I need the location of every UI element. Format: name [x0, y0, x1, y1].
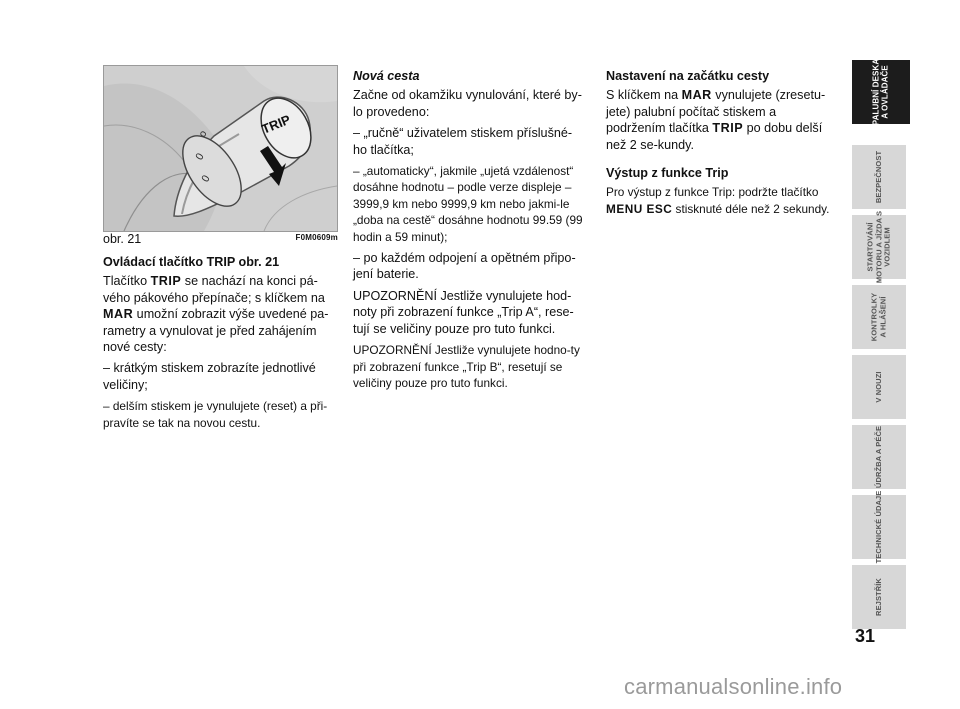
tab-label: TECHNICKÉ ÚDAJE	[873, 490, 883, 564]
tab-label: BEZPEČNOST	[873, 150, 883, 204]
tab-label: ÚDRŽBA A PÉČE	[873, 425, 883, 489]
figure-caption	[103, 232, 338, 248]
heading-trip-button: Ovládací tlačítko TRIP obr. 21	[103, 255, 280, 269]
trip-keyword: TRIP	[150, 274, 182, 289]
paragraph-auto-reset: – „automaticky“, jakmile „ujetá vzdálenost“ dosáhne hodnotu – podle verze displeje – 3999,9 km nebo 9999,9 km nebo jakmi-le „doba na cestě“ dosáhne hodnotu 99.59 (99 hodin a 59 minut);	[353, 164, 583, 244]
text-span: S klíčkem na	[606, 88, 682, 103]
paragraph-reset-computer	[606, 87, 832, 153]
text-span: umožní zobrazit výše uvedené pa-rametry a vynulovat je před zahájením nové cesty:	[103, 307, 329, 355]
tab-v-nouzi[interactable]	[852, 355, 906, 419]
mar-keyword: MAR	[103, 307, 134, 322]
heading-new-trip: Nová cesta	[353, 69, 420, 83]
paragraph-reset-start: Začne od okamžiku vynulování, které by-lo provedeno:	[353, 88, 582, 119]
tab-udrzba[interactable]	[852, 425, 906, 489]
watermark: carmanualsonline.info	[624, 674, 843, 699]
tab-label: REJSTŘÍK	[873, 578, 883, 616]
paragraph-trip-location	[103, 273, 336, 355]
text-span: se nachází na konci pá-vého pákového přepínače; s klíčkem na	[103, 274, 325, 305]
tab-kontrolky[interactable]	[852, 285, 906, 349]
tab-label: STARTOVÁNÍ MOTORU A JÍZDA S VOZIDLEM	[865, 210, 892, 284]
figure-trip-stalk	[103, 65, 338, 232]
svg-text:0: 0	[200, 173, 213, 185]
page-number: 31	[855, 626, 876, 646]
column-3	[606, 68, 832, 222]
menu-esc-keyword: MENU ESC	[606, 201, 673, 216]
tab-label: KONTROLKY A HLÁŠENÍ	[869, 292, 887, 342]
tab-palubni-deska[interactable]	[852, 60, 910, 124]
text-span: po dobu delší než 2 se-kundy.	[606, 121, 823, 152]
tab-rejstrik[interactable]	[852, 565, 906, 629]
text-span: stisknuté déle než 2 sekundy.	[672, 201, 830, 216]
trip-stalk-illustration	[104, 66, 337, 231]
trip-keyword: TRIP	[712, 121, 744, 136]
paragraph-warning-trip-b: UPOZORNĚNÍ Jestliže vynulujete hodno-ty při zobrazení funkce „Trip B“, resetují se veličiny pouze pro tuto funkci.	[353, 343, 580, 390]
column-2	[353, 68, 585, 396]
figure-code: F0M0609m	[295, 233, 338, 242]
paragraph-short-press: – krátkým stiskem zobrazíte jednotlivé veličiny;	[103, 361, 316, 392]
text-span: Tlačítko	[103, 274, 151, 289]
column-1	[103, 254, 336, 436]
tab-technicke-udaje[interactable]	[852, 490, 906, 564]
heading-trip-start-setting: Nastavení na začátku cesty	[606, 69, 770, 83]
paragraph-exit-trip	[606, 184, 832, 217]
svg-text:o: o	[197, 128, 210, 140]
figure-caption-label: obr. 21	[103, 232, 142, 246]
tab-label: PALUBNÍ DESKA A OVLÁDAČE	[871, 58, 889, 126]
heading-exit-trip: Výstup z funkce Trip	[606, 166, 729, 181]
paragraph-long-press: – delším stiskem je vynulujete (reset) a při-pravíte se tak na novou cestu.	[103, 399, 328, 430]
figure-trip-label: TRIP	[259, 111, 293, 137]
svg-text:0: 0	[194, 151, 207, 163]
paragraph-battery-reset: – po každém odpojení a opětném připo-jení baterie.	[353, 251, 576, 282]
tab-label: V NOUZI	[873, 371, 883, 403]
tab-bezpecnost[interactable]	[852, 145, 906, 209]
mar-keyword: MAR	[681, 88, 712, 103]
paragraph-warning-trip-a: UPOZORNĚNÍ Jestliže vynulujete hod-noty při zobrazení funkce „Trip A“, rese-tují se veličiny pouze pro tuto funkci.	[353, 288, 574, 336]
paragraph-manual-reset: – „ručně“ uživatelem stiskem příslušné-ho tlačítka;	[353, 126, 573, 157]
tab-startovani[interactable]	[852, 210, 906, 284]
text-span: vynulujete (zresetu-jete) palubní počítač stiskem a podržením tlačítka	[606, 88, 826, 136]
text-span: Pro výstup z funkce Trip: podržte tlačítko	[606, 185, 819, 200]
